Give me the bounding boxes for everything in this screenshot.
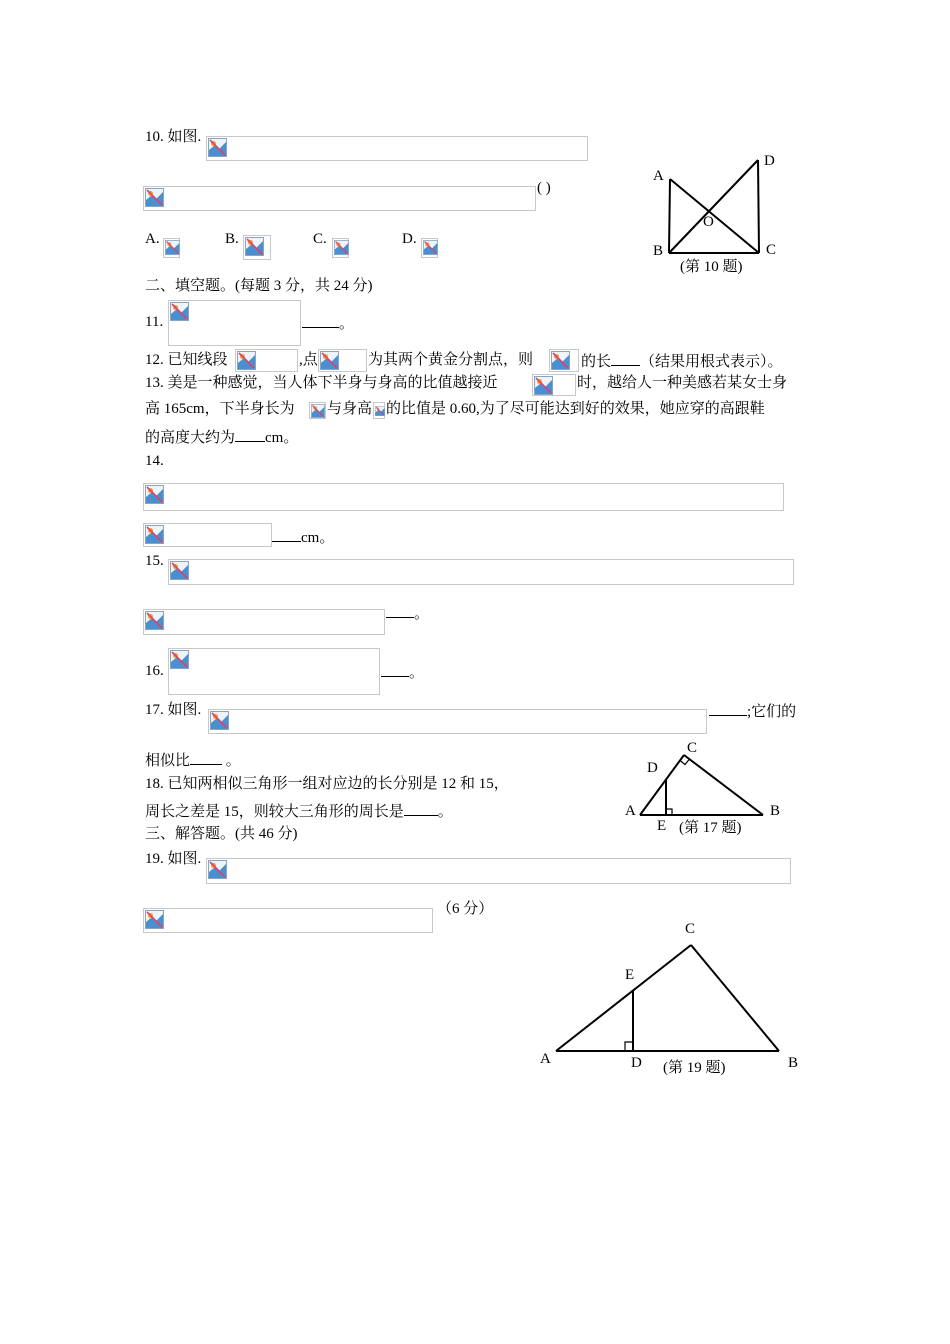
- q19-image-stem: [206, 858, 791, 884]
- broken-image-icon: [145, 485, 164, 504]
- q15-image-stem: [168, 559, 794, 585]
- section-3-heading: 三、解答题。(共 46 分): [145, 826, 298, 842]
- broken-image-icon: [334, 240, 349, 255]
- fig19-segment-cb: [691, 945, 779, 1051]
- q10-prefix: 10. 如图.: [145, 129, 202, 145]
- q17-line2-text: 相似比: [145, 753, 191, 769]
- q10-option-a-label: A.: [145, 231, 160, 247]
- q14-prefix: 14.: [145, 453, 164, 469]
- q10-stem-image-2: [143, 186, 536, 211]
- section-2-heading: 二、填空题。(每题 3 分，共 24 分): [145, 278, 373, 294]
- q13-text-e: 的比值是 0.60,为了尽可能达到好的效果，她应穿的高跟鞋: [386, 401, 765, 417]
- broken-image-icon: [170, 650, 189, 669]
- q13-text-a: 13. 美是一种感觉，当人体下半身与身高的比值越接近: [145, 375, 498, 391]
- q12-text-b: ,点: [299, 352, 318, 368]
- q14-suffix: cm。: [301, 530, 335, 546]
- q16-prefix: 16.: [145, 663, 164, 679]
- fig17-segment-cb: [684, 755, 763, 815]
- q18-line2-end: 。: [437, 804, 453, 820]
- q12-text-e: （结果用根式表示）。: [640, 354, 783, 370]
- figure-q17: [620, 735, 790, 840]
- q12-image-points: [318, 349, 367, 372]
- q12-text-d: 的长: [581, 354, 612, 370]
- q10-option-b-label: B.: [225, 231, 239, 247]
- q13-text-b: 时，越给人一种美感若某女士身: [577, 375, 788, 391]
- fig10-label-b: B: [653, 243, 664, 259]
- q17-image-stem: [208, 709, 707, 734]
- q15-prefix: 15.: [145, 553, 164, 569]
- fig10-segment-ac: [670, 179, 759, 253]
- fig10-segment-ab: [669, 179, 670, 253]
- q17-prefix: 17. 如图.: [145, 702, 202, 718]
- fig17-label-a: A: [625, 803, 636, 819]
- broken-image-icon: [534, 376, 553, 395]
- q17-suffix: ;它们的: [747, 704, 797, 720]
- fig10-label-d: D: [764, 153, 775, 169]
- broken-image-icon: [245, 237, 264, 256]
- q14-image-question: [143, 523, 272, 547]
- q10-option-b-image: [243, 235, 271, 260]
- fig19-label-a: A: [540, 1051, 551, 1067]
- q12-image-segment: [235, 349, 298, 372]
- figure-q10: [640, 150, 800, 280]
- q10-stem-image: [206, 136, 588, 161]
- broken-image-icon: [237, 351, 256, 370]
- q10-option-c-label: C.: [313, 231, 327, 247]
- fig17-label-c: C: [687, 740, 698, 756]
- q13-text-f: 的高度大约为: [145, 430, 236, 446]
- broken-image-icon: [551, 351, 570, 370]
- q12-image-length: [549, 349, 579, 372]
- broken-image-icon: [311, 404, 325, 418]
- q13-image-ratio: [532, 374, 576, 396]
- q17-line2: [145, 750, 241, 770]
- q11-suffix: 。: [339, 316, 355, 332]
- q15-image-question: [143, 609, 385, 635]
- q12-answer-line: [581, 351, 783, 371]
- fig10-segment-dc: [758, 160, 759, 253]
- q10-option-d-label: D.: [402, 231, 417, 247]
- q10-option-c-image: [332, 238, 349, 258]
- figure-q19: [530, 915, 810, 1080]
- q11-prefix: 11.: [145, 314, 164, 330]
- q10-answer-paren: ( ): [537, 180, 551, 196]
- q10-option-d-image: [421, 238, 438, 258]
- q16-suffix: 。: [409, 665, 425, 681]
- q13-answer-line: [145, 427, 298, 447]
- q16-image: [168, 648, 380, 695]
- broken-image-icon: [170, 561, 189, 580]
- q12-text-c: 为其两个黄金分割点，则: [368, 352, 534, 368]
- fig10-segment-bd: [669, 160, 758, 253]
- q12-text-a: 12. 已知线段: [145, 352, 228, 368]
- broken-image-icon: [375, 404, 385, 418]
- fig17-label-b: B: [770, 803, 781, 819]
- q18-line2: [145, 801, 453, 821]
- q13-text-d: 与身高: [327, 401, 373, 417]
- q15-suffix: 。: [414, 606, 430, 622]
- q19-image-question: [143, 908, 433, 933]
- fig19-label-b: B: [788, 1055, 799, 1071]
- q13-image-y: [373, 402, 385, 419]
- fig19-caption: (第 19 题): [663, 1060, 726, 1076]
- q18-line2-text: 周长之差是 15，则较大三角形的周长是: [145, 804, 404, 820]
- fig10-label-a: A: [653, 168, 664, 184]
- q13-text-g: cm。: [265, 430, 299, 446]
- broken-image-icon: [145, 910, 164, 929]
- q11-image: [168, 300, 301, 346]
- q17-line2-end: 。: [222, 753, 241, 769]
- q19-prefix: 19. 如图.: [145, 851, 202, 867]
- q13-image-x: [309, 402, 326, 419]
- broken-image-icon: [145, 188, 164, 207]
- fig17-caption: (第 17 题): [679, 820, 742, 836]
- fig19-right-angle-d: [625, 1042, 633, 1051]
- q15-answer-line: [386, 603, 429, 623]
- broken-image-icon: [165, 240, 180, 255]
- fig19-segment-ac: [556, 945, 691, 1051]
- q13-text-c: 高 165cm，下半身长为: [145, 401, 295, 417]
- fig19-label-e: E: [625, 967, 635, 983]
- fig17-label-d: D: [647, 760, 658, 776]
- broken-image-icon: [320, 351, 339, 370]
- broken-image-icon: [210, 711, 229, 730]
- broken-image-icon: [423, 240, 438, 255]
- fig10-label-o: O: [703, 214, 714, 230]
- q16-answer-line: [381, 662, 424, 682]
- fig10-caption: (第 10 题): [680, 259, 743, 275]
- q10-option-a-image: [163, 238, 180, 258]
- q14-image-stem: [143, 483, 784, 511]
- broken-image-icon: [208, 860, 227, 879]
- fig19-label-d: D: [631, 1055, 642, 1071]
- q11-blank-line: [302, 313, 354, 333]
- q14-answer-line: [272, 527, 334, 547]
- fig17-label-e: E: [657, 818, 667, 834]
- fig19-label-c: C: [685, 921, 696, 937]
- fig10-label-c: C: [766, 242, 777, 258]
- broken-image-icon: [170, 302, 189, 321]
- q19-points: （6 分）: [437, 901, 494, 917]
- q18-line1: 18. 已知两相似三角形一组对应边的长分别是 12 和 15，: [145, 776, 509, 792]
- q17-answer-line: [709, 701, 796, 721]
- broken-image-icon: [208, 138, 227, 157]
- broken-image-icon: [145, 611, 164, 630]
- broken-image-icon: [145, 525, 164, 544]
